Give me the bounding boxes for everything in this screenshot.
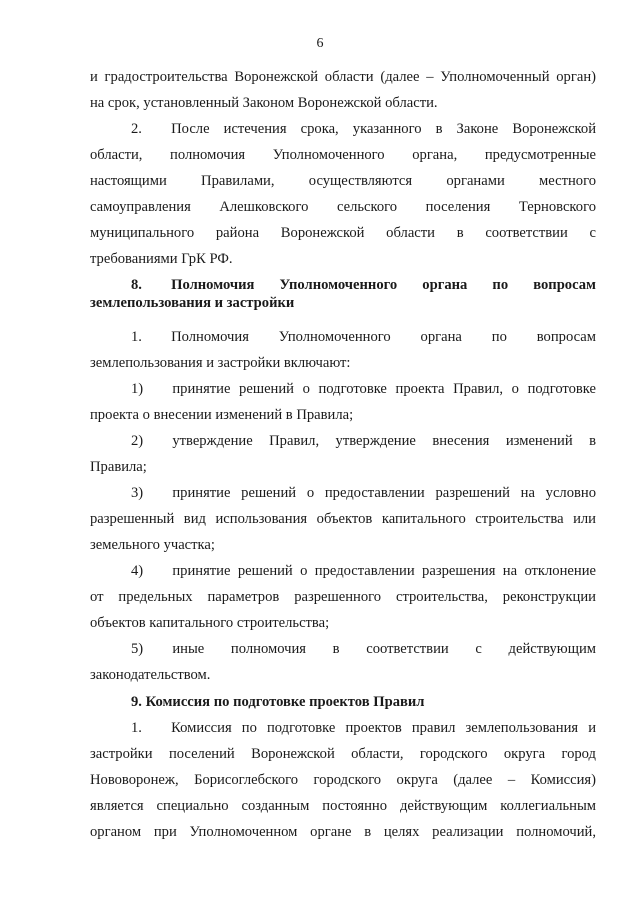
text-line: объектов капитального строительства; [90, 615, 330, 631]
text-line: муниципального района Воронежской области в соответствии с [90, 225, 596, 241]
list-item: 3) принятие решений о предоставлении разрешений на условно [131, 485, 596, 501]
section-heading: землепользования и застройки [90, 295, 295, 311]
text-line: законодательством. [90, 667, 211, 683]
text-line: 1. Полномочия Уполномоченного органа по вопросам [131, 329, 596, 345]
text-line: разрешенный вид использования объектов капитального строительства или [90, 511, 596, 527]
text-line: настоящими Правилами, осуществляются органами местного [90, 173, 596, 189]
section-heading: 8. Полномочия Уполномоченного органа по вопросам [131, 277, 596, 293]
page-number: 6 [316, 36, 324, 51]
list-item: 5) иные полномочия в соответствии с действующим [131, 641, 596, 657]
text-line: на срок, установленный Законом Воронежской области. [90, 95, 438, 111]
text-line: от предельных параметров разрешенного строительства, реконструкции [90, 589, 596, 605]
text-line: самоуправления Алешковского сельского поселения Терновского [90, 199, 596, 215]
text-line: земельного участка; [90, 537, 215, 553]
list-item: 2) утверждение Правил, утверждение внесения изменений в [131, 433, 596, 449]
text-line: 2. После истечения срока, указанного в Законе Воронежской [131, 121, 596, 137]
text-line: 1. Комиссия по подготовке проектов правил землепользования и [131, 720, 596, 736]
text-line: является специально созданным постоянно действующим коллегиальным [90, 798, 596, 814]
section-heading: 9. Комиссия по подготовке проектов Правил [131, 694, 425, 710]
list-item: 1) принятие решений о подготовке проекта Правил, о подготовке [131, 381, 596, 397]
text-line: органом при Уполномоченном органе в целях реализации полномочий, [90, 824, 596, 840]
list-item: 4) принятие решений о предоставлении разрешения на отклонение [131, 563, 596, 579]
text-line: и градостроительства Воронежской области (далее – Уполномоченный орган) [90, 69, 596, 85]
text-line: землепользования и застройки включают: [90, 355, 351, 371]
text-line: проекта о внесении изменений в Правила; [90, 407, 354, 423]
text-line: застройки поселений Воронежской области, городского округа город [90, 746, 596, 762]
text-line: требованиями ГрК РФ. [90, 251, 233, 267]
text-line: Нововоронеж, Борисоглебского городского округа (далее – Комиссия) [90, 772, 596, 788]
text-line: области, полномочия Уполномоченного органа, предусмотренные [90, 147, 596, 163]
text-line: Правила; [90, 459, 147, 475]
